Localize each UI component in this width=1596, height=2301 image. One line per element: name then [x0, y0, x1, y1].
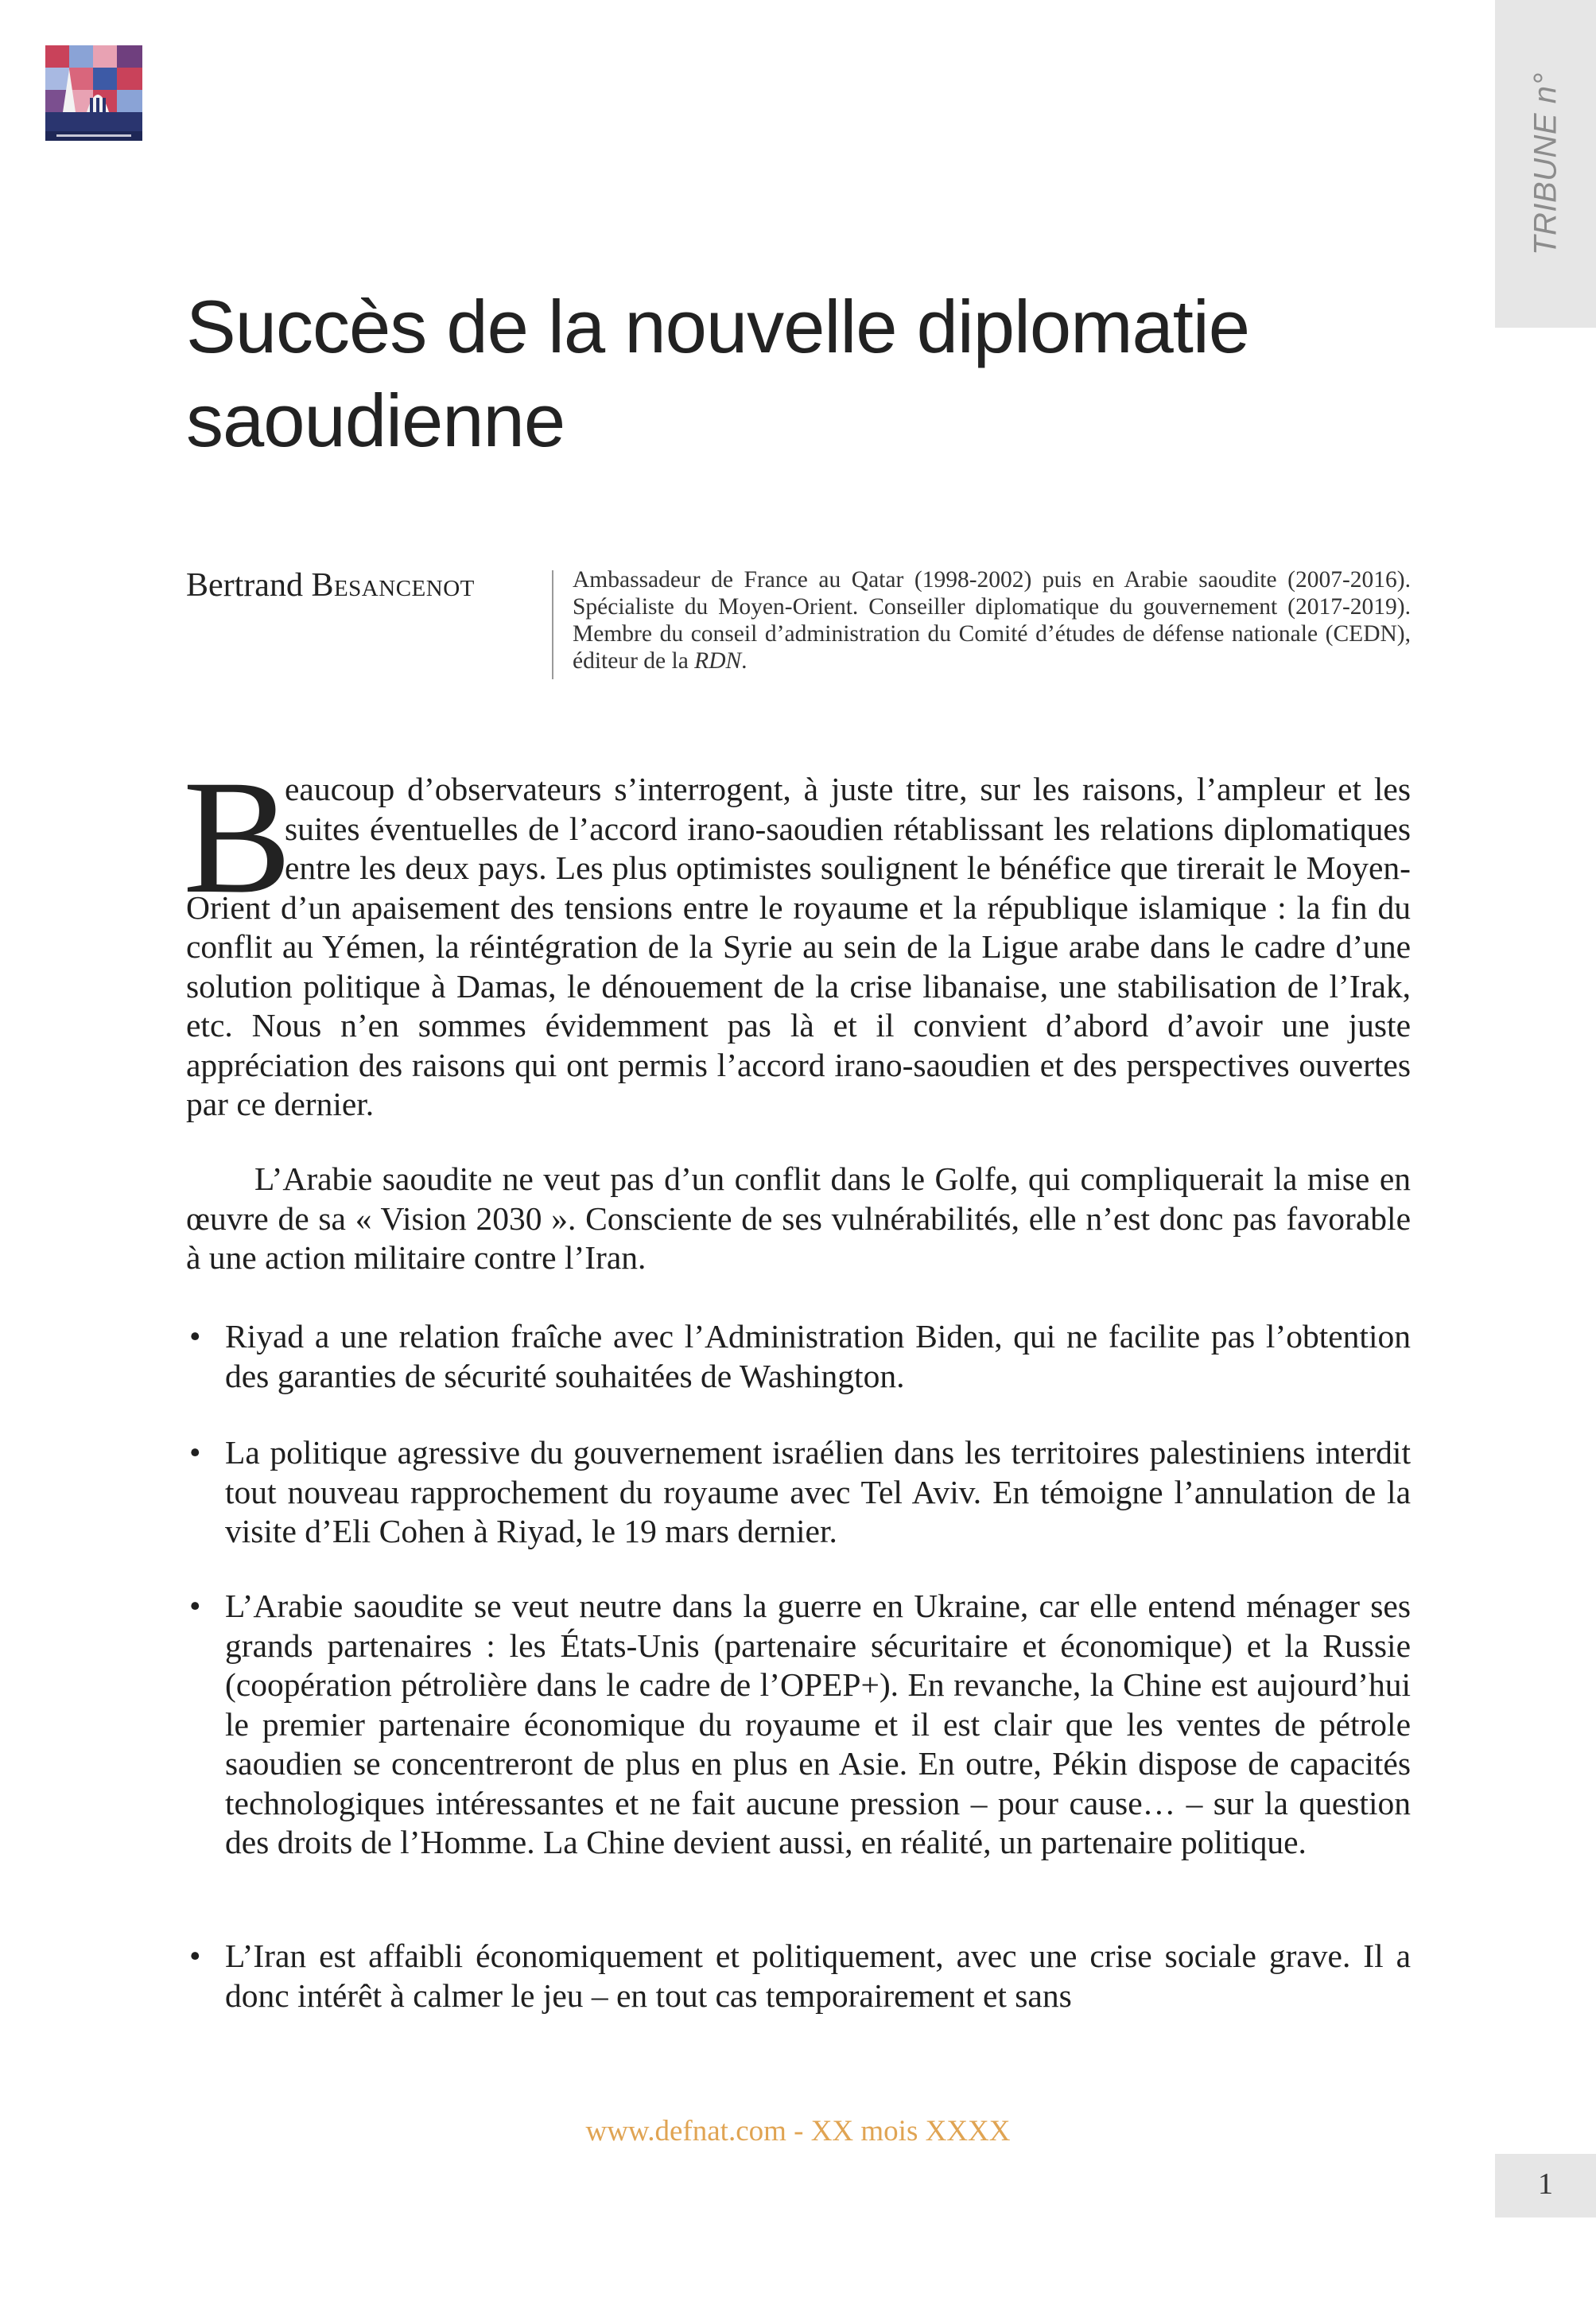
bullet-text: L’Arabie saoudite se veut neutre dans la guerre en Ukraine, car elle entend ménager ses grands partenaires : les États-Unis (partenaire sécuritaire et économique) et la Russie (coopération pétrolière dans le cadre de l’OPEP+). En revanche, la Chine est aujourd’hui le premier partenaire économique du royaume et il est clair que les ventes de pétrole saoudien se concentreront de plus en plus en Asie. En outre, Pékin dispose de capacités technologiques intéressantes et ne fait aucune pression – pour cause… – sur la question des droits de l’Homme. La Chine devient aussi, en réalité, un partenaire politique. [225, 1588, 1411, 1860]
bio-divider [552, 570, 553, 679]
lead-paragraph-text: eaucoup d’observateurs s’interrogent, à juste titre, sur les raisons, l’ampleur et les suites éventuelles de l’accord irano-saoudien rétablissant les relations diplomatiques entre les deux pays. Les plus optimistes soulignent le bénéfice que tirerait le Moyen-Orient d’un apaisement des tensions entre le royaume et la république islamique : la fin du conflit au Yémen, la réintégration de la Syrie au sein de la Ligue arabe dans le cadre d’une solution politique à Damas, le dénouement de la crise libanaise, une stabilisation de l’Irak, etc. Nous n’en sommes évidemment pas là et il convient d’abord d’avoir une juste appréciation des raisons qui ont permis l’accord irano-saoudien et des perspectives ouvertes par ce dernier. [186, 771, 1411, 1122]
bullet-text: L’Iran est affaibli économiquement et politiquement, avec une crise sociale grave. Il a donc intérêt à calmer le jeu – en tout cas temporairement et sans [225, 1938, 1411, 2014]
author-bio-text: Ambassadeur de France au Qatar (1998-2002) puis en Arabie saoudite (2007-2016). Spécialiste du Moyen-Orient. Conseiller diplomatique du gouvernement (2017-2019). Membre du conseil d’administration du Comité d’études de défense nationale (CEDN), éditeur de la [573, 567, 1411, 674]
publication-logo [45, 45, 142, 141]
bullet-marker: • [189, 1434, 201, 1471]
page-number-box [1495, 2154, 1596, 2217]
author-name [186, 566, 475, 604]
bullet-text: La politique agressive du gouvernement israélien dans les territoires palestiniens interdit tout nouveau rapprochement du royaume avec Tel Aviv. En témoigne l’annulation de la visite d’Eli Cohen à Riyad, le 19 mars dernier. [225, 1434, 1411, 1549]
body-paragraph: L’Arabie saoudite ne veut pas d’un conflit dans le Golfe, qui compliquerait la mise en œuvre de sa « Vision 2030 ». Consciente de ses vulnérabilités, elle n’est donc pas favorable à une action militaire contre l’Iran. [186, 1160, 1411, 1276]
author-bio-publication: RDN [694, 648, 742, 674]
bullet-marker: • [189, 1938, 201, 1974]
tribune-tab [1495, 0, 1596, 328]
bullet-item [186, 1317, 1411, 1396]
author-bio [573, 566, 1411, 674]
tribune-label: TRIBUNE n° [1528, 72, 1563, 255]
bullet-marker: • [189, 1588, 201, 1624]
author-last-name: Besancenot [311, 567, 475, 604]
article-title: Succès de la nouvelle diplomatie saoudienne [186, 285, 1250, 462]
author-bio-end: . [741, 648, 748, 674]
bullet-item [186, 1937, 1411, 2015]
lead-paragraph [186, 770, 1411, 1125]
bullet-marker: • [189, 1318, 201, 1355]
bullet-item [186, 1587, 1411, 1863]
footer-url[interactable]: www.defnat.com - XX mois XXXX [585, 2115, 1011, 2147]
author-first-name: Bertrand [186, 567, 312, 604]
bullet-text: Riyad a une relation fraîche avec l’Administration Biden, qui ne facilite pas l’obtention des garanties de sécurité souhaitées de Washington. [225, 1318, 1411, 1394]
page-number: 1 [1538, 2167, 1553, 2201]
drop-cap-space [186, 770, 285, 888]
bullet-item [186, 1433, 1411, 1552]
drop-cap: B [183, 747, 292, 927]
